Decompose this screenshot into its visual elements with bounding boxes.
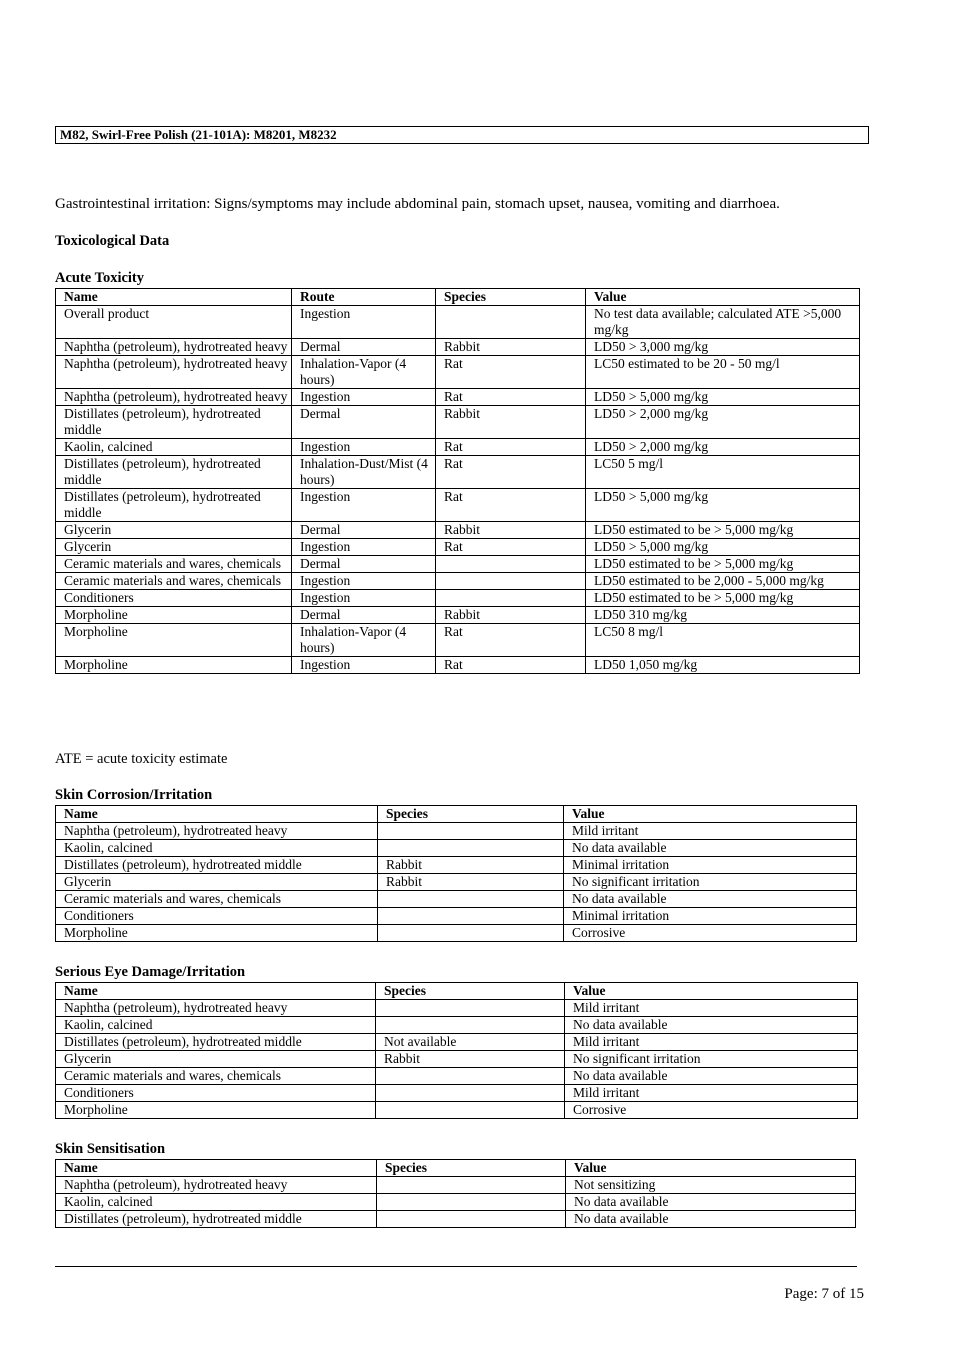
column-header-name: Name xyxy=(56,1160,377,1177)
table-cell: Morpholine xyxy=(56,607,292,624)
table-cell: Ingestion xyxy=(292,590,436,607)
table-cell: Glycerin xyxy=(56,874,378,891)
table-cell xyxy=(378,840,564,857)
table-row xyxy=(56,891,857,908)
table-cell: No data available xyxy=(566,1211,856,1228)
table-cell: No significant irritation xyxy=(565,1051,858,1068)
column-header-species: Species xyxy=(376,983,565,1000)
table-row xyxy=(56,1211,856,1228)
table-header-row xyxy=(56,289,860,306)
skin-corrosion-table xyxy=(55,805,857,942)
table-cell: Distillates (petroleum), hydrotreated middle xyxy=(56,406,292,439)
table-cell xyxy=(376,1085,565,1102)
table-header-row xyxy=(56,806,857,823)
table-cell: Rabbit xyxy=(436,607,586,624)
table-cell: No data available xyxy=(564,891,857,908)
table-cell xyxy=(436,573,586,590)
table-row xyxy=(56,339,860,356)
table-cell xyxy=(436,306,586,339)
table-cell: LD50 > 5,000 mg/kg xyxy=(586,389,860,406)
page-number: Page: 7 of 15 xyxy=(784,1286,864,1302)
table-cell: LC50 estimated to be 20 - 50 mg/l xyxy=(586,356,860,389)
column-header-species: Species xyxy=(378,806,564,823)
table-cell: LC50 5 mg/l xyxy=(586,456,860,489)
table-cell: Naphtha (petroleum), hydrotreated heavy xyxy=(56,339,292,356)
table-cell: Inhalation-Vapor (4 hours) xyxy=(292,356,436,389)
column-header-value: Value xyxy=(565,983,858,1000)
table-cell: Ceramic materials and wares, chemicals xyxy=(56,573,292,590)
skin-corrosion-heading: Skin Corrosion/Irritation xyxy=(55,787,213,803)
table-cell: Dermal xyxy=(292,339,436,356)
table-cell: Mild irritant xyxy=(565,1000,858,1017)
table-cell: LD50 > 5,000 mg/kg xyxy=(586,539,860,556)
table-cell xyxy=(436,556,586,573)
document-header: M82, Swirl-Free Polish (21-101A): M8201, M8232 xyxy=(55,126,869,144)
acute-toxicity-table xyxy=(55,288,860,674)
table-cell: Rat xyxy=(436,389,586,406)
table-cell xyxy=(436,590,586,607)
table-cell: Distillates (petroleum), hydrotreated middle xyxy=(56,857,378,874)
table-cell: LC50 8 mg/l xyxy=(586,624,860,657)
table-cell: No significant irritation xyxy=(564,874,857,891)
table-cell: LD50 > 5,000 mg/kg xyxy=(586,489,860,522)
column-header-name: Name xyxy=(56,806,378,823)
table-cell: LD50 estimated to be > 5,000 mg/kg xyxy=(586,590,860,607)
table-row xyxy=(56,573,860,590)
table-cell: Mild irritant xyxy=(564,823,857,840)
footer-divider xyxy=(55,1266,857,1267)
table-cell: Not available xyxy=(376,1034,565,1051)
table-row xyxy=(56,389,860,406)
table-cell: Glycerin xyxy=(56,522,292,539)
table-header-row xyxy=(56,983,858,1000)
table-cell: Dermal xyxy=(292,607,436,624)
table-row xyxy=(56,925,857,942)
table-row xyxy=(56,823,857,840)
table-row xyxy=(56,1068,858,1085)
table-cell: Conditioners xyxy=(56,1085,376,1102)
table-cell: Inhalation-Vapor (4 hours) xyxy=(292,624,436,657)
table-cell: Naphtha (petroleum), hydrotreated heavy xyxy=(56,1000,376,1017)
table-cell xyxy=(378,908,564,925)
table-cell: LD50 310 mg/kg xyxy=(586,607,860,624)
table-cell: Corrosive xyxy=(564,925,857,942)
table-row xyxy=(56,439,860,456)
table-cell: Rabbit xyxy=(436,522,586,539)
table-cell: Distillates (petroleum), hydrotreated middle xyxy=(56,456,292,489)
table-cell: LD50 > 3,000 mg/kg xyxy=(586,339,860,356)
table-cell: Rabbit xyxy=(376,1051,565,1068)
table-cell: LD50 estimated to be 2,000 - 5,000 mg/kg xyxy=(586,573,860,590)
table-cell: No data available xyxy=(566,1194,856,1211)
table-cell xyxy=(376,1068,565,1085)
column-header-species: Species xyxy=(436,289,586,306)
table-row xyxy=(56,1034,858,1051)
table-cell: Conditioners xyxy=(56,908,378,925)
table-cell: Distillates (petroleum), hydrotreated middle xyxy=(56,1034,376,1051)
table-row xyxy=(56,1085,858,1102)
table-cell: Mild irritant xyxy=(565,1085,858,1102)
skin-sensitisation-table xyxy=(55,1159,856,1228)
table-cell: Conditioners xyxy=(56,590,292,607)
table-row xyxy=(56,1017,858,1034)
table-cell: Ingestion xyxy=(292,573,436,590)
table-cell: Rabbit xyxy=(436,406,586,439)
table-row xyxy=(56,607,860,624)
table-cell: Overall product xyxy=(56,306,292,339)
table-row xyxy=(56,456,860,489)
table-cell: Minimal irritation xyxy=(564,908,857,925)
table-cell: Dermal xyxy=(292,406,436,439)
table-cell: Ingestion xyxy=(292,657,436,674)
acute-toxicity-heading: Acute Toxicity xyxy=(55,270,145,286)
table-row xyxy=(56,1194,856,1211)
table-cell: Dermal xyxy=(292,556,436,573)
table-cell: LD50 > 2,000 mg/kg xyxy=(586,439,860,456)
eye-damage-table xyxy=(55,982,858,1119)
table-cell: Naphtha (petroleum), hydrotreated heavy xyxy=(56,356,292,389)
table-row xyxy=(56,406,860,439)
table-cell: Mild irritant xyxy=(565,1034,858,1051)
table-cell: LD50 1,050 mg/kg xyxy=(586,657,860,674)
table-cell xyxy=(376,1017,565,1034)
table-cell: Glycerin xyxy=(56,1051,376,1068)
table-cell: Rat xyxy=(436,657,586,674)
table-cell: Distillates (petroleum), hydrotreated middle xyxy=(56,489,292,522)
table-cell: Kaolin, calcined xyxy=(56,1017,376,1034)
column-header-route: Route xyxy=(292,289,436,306)
table-cell: Naphtha (petroleum), hydrotreated heavy xyxy=(56,389,292,406)
column-header-value: Value xyxy=(564,806,857,823)
table-cell xyxy=(378,925,564,942)
table-row xyxy=(56,874,857,891)
table-cell xyxy=(376,1000,565,1017)
table-cell: LD50 estimated to be > 5,000 mg/kg xyxy=(586,556,860,573)
table-row xyxy=(56,489,860,522)
table-cell: Minimal irritation xyxy=(564,857,857,874)
table-row xyxy=(56,1177,856,1194)
table-row xyxy=(56,356,860,389)
table-cell: Ingestion xyxy=(292,539,436,556)
table-row xyxy=(56,556,860,573)
column-header-name: Name xyxy=(56,983,376,1000)
table-cell: Ceramic materials and wares, chemicals xyxy=(56,1068,376,1085)
table-cell: Kaolin, calcined xyxy=(56,439,292,456)
table-cell: Naphtha (petroleum), hydrotreated heavy xyxy=(56,1177,377,1194)
table-cell: Glycerin xyxy=(56,539,292,556)
table-cell xyxy=(378,891,564,908)
table-row xyxy=(56,840,857,857)
table-row xyxy=(56,1000,858,1017)
table-header-row xyxy=(56,1160,856,1177)
table-cell: LD50 estimated to be > 5,000 mg/kg xyxy=(586,522,860,539)
table-cell: Corrosive xyxy=(565,1102,858,1119)
table-row xyxy=(56,657,860,674)
ate-note: ATE = acute toxicity estimate xyxy=(55,751,228,767)
table-row xyxy=(56,590,860,607)
table-row xyxy=(56,624,860,657)
table-cell: Rat xyxy=(436,456,586,489)
skin-sensitisation-heading: Skin Sensitisation xyxy=(55,1141,166,1157)
table-cell xyxy=(378,823,564,840)
column-header-value: Value xyxy=(566,1160,856,1177)
table-cell: Morpholine xyxy=(56,1102,376,1119)
table-cell: Ingestion xyxy=(292,306,436,339)
table-row xyxy=(56,857,857,874)
column-header-value: Value xyxy=(586,289,860,306)
table-cell: No data available xyxy=(565,1017,858,1034)
table-cell xyxy=(377,1194,566,1211)
eye-damage-heading: Serious Eye Damage/Irritation xyxy=(55,964,246,980)
table-cell: Morpholine xyxy=(56,925,378,942)
table-row xyxy=(56,1102,858,1119)
table-cell: Ceramic materials and wares, chemicals xyxy=(56,556,292,573)
table-cell: Rat xyxy=(436,539,586,556)
table-cell: Rat xyxy=(436,624,586,657)
table-cell: Rabbit xyxy=(378,857,564,874)
table-row xyxy=(56,522,860,539)
toxicological-data-heading: Toxicological Data xyxy=(55,233,170,249)
table-cell: Ingestion xyxy=(292,439,436,456)
table-cell: Ceramic materials and wares, chemicals xyxy=(56,891,378,908)
table-cell: Rat xyxy=(436,356,586,389)
table-cell xyxy=(377,1177,566,1194)
table-cell: Naphtha (petroleum), hydrotreated heavy xyxy=(56,823,378,840)
table-cell: Not sensitizing xyxy=(566,1177,856,1194)
table-cell: Ingestion xyxy=(292,489,436,522)
table-cell: No data available xyxy=(564,840,857,857)
table-cell: Dermal xyxy=(292,522,436,539)
table-row xyxy=(56,908,857,925)
table-cell: Distillates (petroleum), hydrotreated middle xyxy=(56,1211,377,1228)
table-cell: Rabbit xyxy=(436,339,586,356)
table-cell: Rabbit xyxy=(378,874,564,891)
table-cell: Inhalation-Dust/Mist (4 hours) xyxy=(292,456,436,489)
table-cell: Ingestion xyxy=(292,389,436,406)
table-cell: Rat xyxy=(436,489,586,522)
table-row xyxy=(56,1051,858,1068)
table-cell xyxy=(377,1211,566,1228)
table-row xyxy=(56,306,860,339)
table-cell: No test data available; calculated ATE >5,000 mg/kg xyxy=(586,306,860,339)
table-cell: LD50 > 2,000 mg/kg xyxy=(586,406,860,439)
table-cell: Kaolin, calcined xyxy=(56,1194,377,1211)
table-row xyxy=(56,539,860,556)
table-cell: Rat xyxy=(436,439,586,456)
intro-paragraph: Gastrointestinal irritation: Signs/symptoms may include abdominal pain, stomach upset, nausea, vomiting and diarrhoea. xyxy=(55,196,780,212)
table-cell: No data available xyxy=(565,1068,858,1085)
table-cell: Morpholine xyxy=(56,624,292,657)
table-cell: Kaolin, calcined xyxy=(56,840,378,857)
column-header-species: Species xyxy=(377,1160,566,1177)
column-header-name: Name xyxy=(56,289,292,306)
table-cell: Morpholine xyxy=(56,657,292,674)
table-cell xyxy=(376,1102,565,1119)
